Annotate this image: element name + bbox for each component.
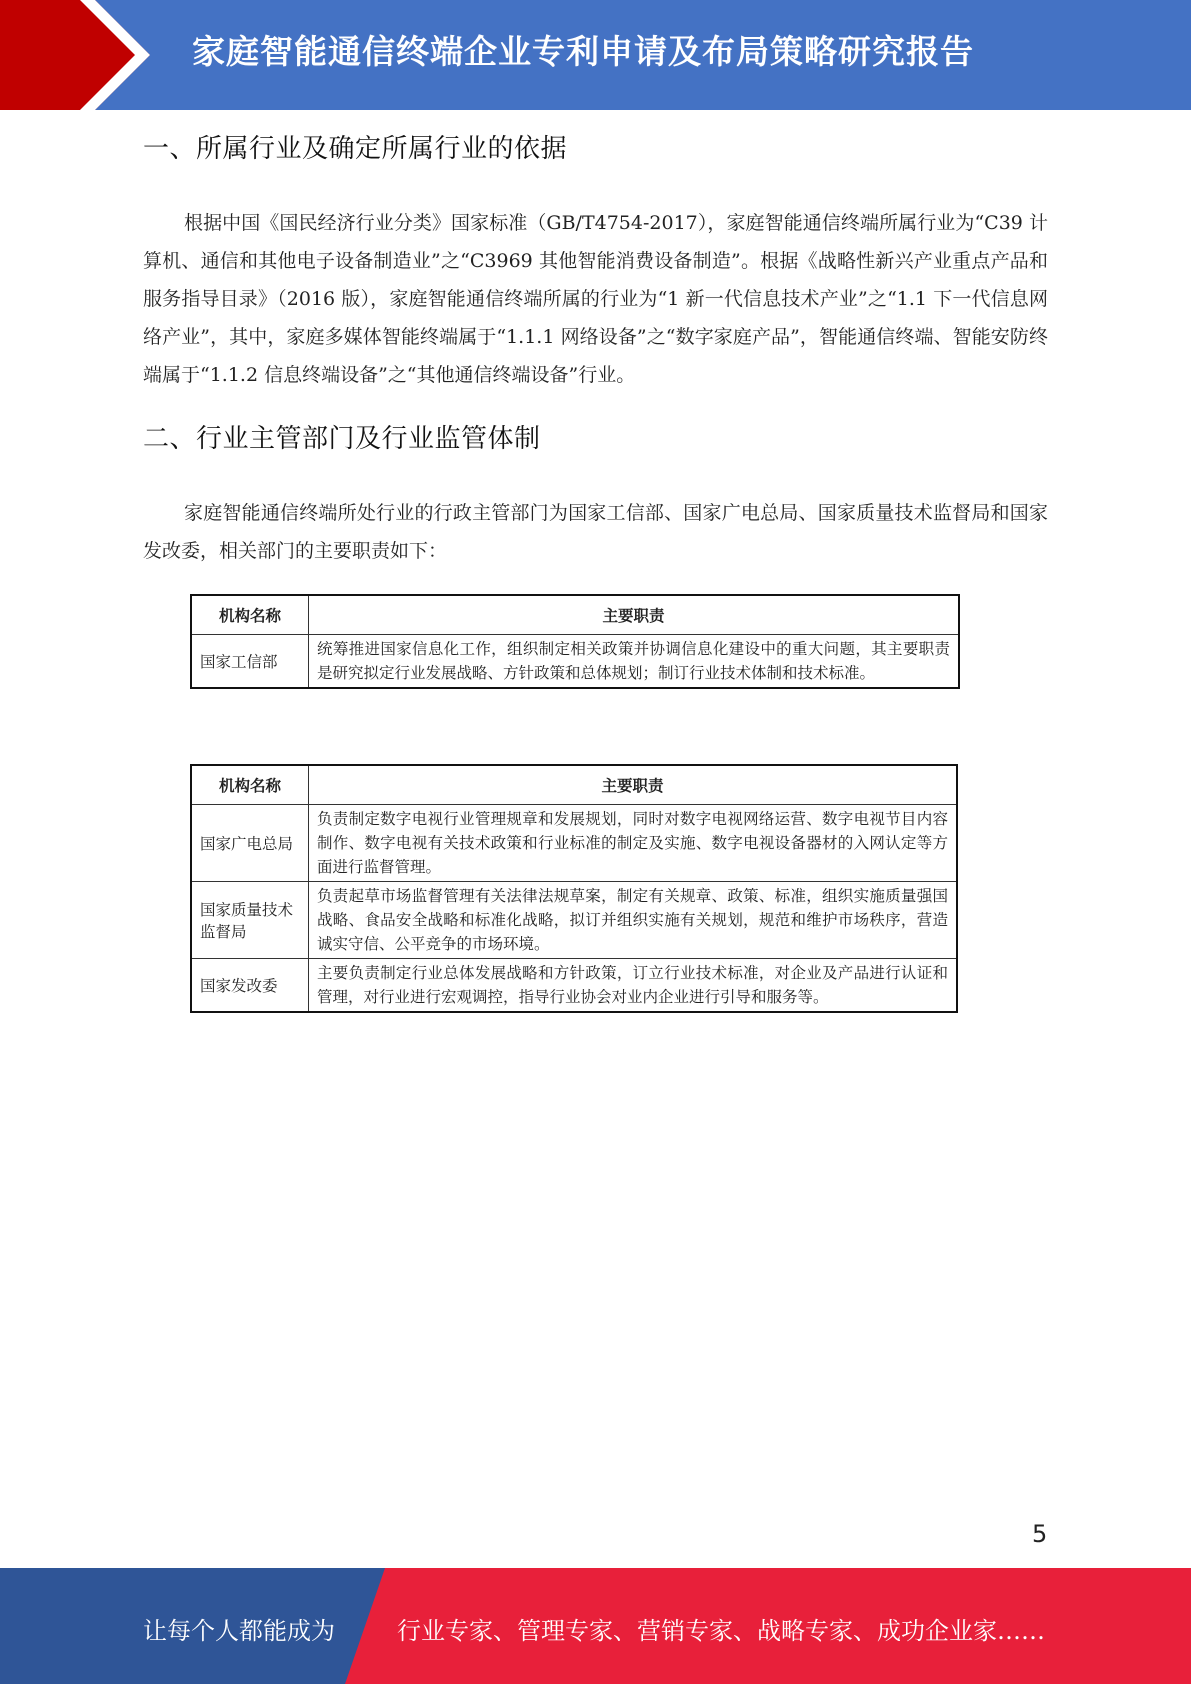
table-row	[191, 882, 957, 959]
section-1-paragraph: 根据中国《国民经济行业分类》国家标准（GB/T4754-2017），家庭智能通信终端所属行业为“C39 计算机、通信和其他电子设备制造业”之“C3969 其他智能消费设备制造”。根据《战略性新兴产业重点产品和服务指导目录》（2016 版），家庭智能通信终端所属的行业为“1 新一代信息技术产业”之“1.1 下一代信息网络产业”，其中，家庭多媒体智能终端属于“1.1.1 网络设备”之“数字家庭产品”，智能通信终端、智能安防终端属于“1.1.2 信息终端设备”之“其他通信终端设备”行业。	[143, 212, 1048, 386]
org-cell: 国家广电总局	[191, 805, 309, 882]
table-row	[191, 635, 959, 689]
report-title: 家庭智能通信终端企业专利申请及布局策略研究报告	[192, 32, 974, 71]
section-heading-2: 二、行业主管部门及行业监管体制	[143, 424, 541, 454]
duty-cell: 统筹推进国家信息化工作，组织制定相关政策并协调信息化建设中的重大问题，其主要职责是研究拟定行业发展战略、方针政策和总体规划；制订行业技术体制和技术标准。	[309, 635, 960, 689]
section-2-paragraph: 家庭智能通信终端所处行业的行政主管部门为国家工信部、国家广电总局、国家质量技术监督局和国家发改委，相关部门的主要职责如下：	[143, 502, 1048, 562]
header-banner	[0, 0, 1191, 110]
header-org: 机构名称	[191, 765, 309, 805]
duty-cell: 负责起草市场监督管理有关法律法规草案，制定有关规章、政策、标准，组织实施质量强国战略、食品安全战略和标准化战略，拟订并组织实施有关规划，规范和维护市场秩序，营造诚实守信、公平竞争的市场环境。	[309, 882, 958, 959]
org-cell: 国家发改委	[191, 959, 309, 1013]
table-row	[191, 805, 957, 882]
header-duty: 主要职责	[309, 765, 958, 805]
footer-slogan-right: 行业专家、管理专家、营销专家、战略专家、成功企业家……	[397, 1617, 1045, 1645]
duty-table-2	[190, 764, 958, 1013]
org-cell: 国家工信部	[191, 635, 309, 689]
section-heading-1: 一、所属行业及确定所属行业的依据	[143, 134, 568, 164]
duty-cell: 负责制定数字电视行业管理规章和发展规划，同时对数字电视网络运营、数字电视节目内容制作、数字电视有关技术政策和行业标准的制定及实施、数字电视设备器材的入网认定等方面进行监督管理。	[309, 805, 958, 882]
table-row	[191, 959, 957, 1013]
footer-banner	[0, 1568, 1191, 1684]
table-header-row	[191, 765, 957, 805]
table-header-row	[191, 595, 959, 635]
duty-cell: 主要负责制定行业总体发展战略和方针政策，订立行业技术标准，对企业及产品进行认证和管理，对行业进行宏观调控，指导行业协会对业内企业进行引导和服务等。	[309, 959, 958, 1013]
header-duty: 主要职责	[309, 595, 960, 635]
footer-slogan-left: 让每个人都能成为	[143, 1617, 335, 1645]
header-org: 机构名称	[191, 595, 309, 635]
duty-table-1	[190, 594, 960, 689]
org-cell: 国家质量技术监督局	[191, 882, 309, 959]
main-content	[143, 128, 1048, 570]
page-number: 5	[1032, 1520, 1048, 1548]
